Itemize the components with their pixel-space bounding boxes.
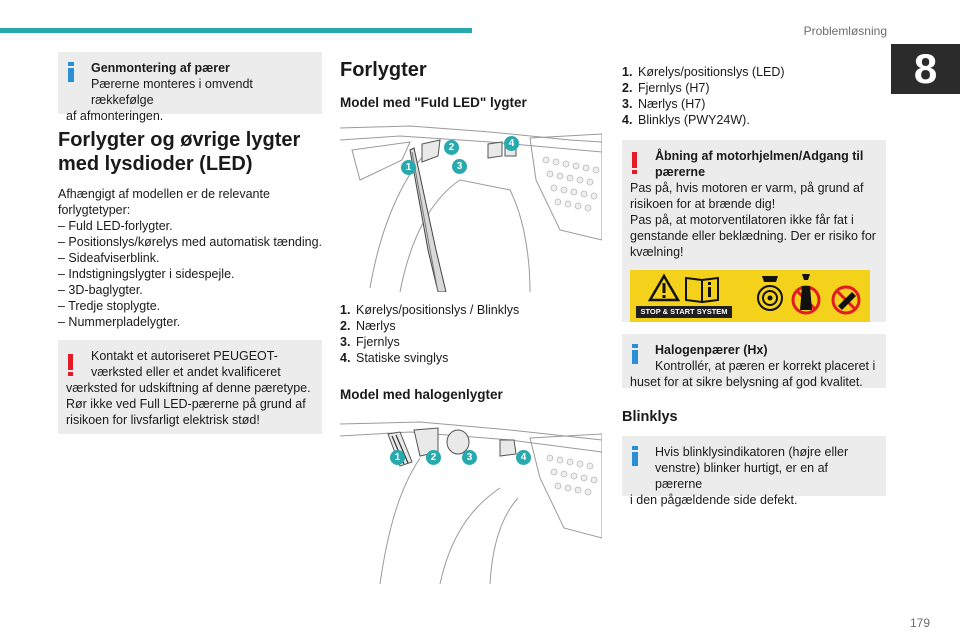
warning-text: Pas på, hvis motoren er varm, på grund af: [630, 181, 864, 195]
halogen-headlight-drawing: [340, 418, 602, 584]
info-icon: [631, 446, 639, 466]
legend-item: 2. Nærlys: [340, 319, 396, 333]
info-box-heading: Halogenpærer (Hx): [655, 343, 768, 357]
warning-box-led: [58, 340, 322, 434]
warning-box-bonnet: [622, 140, 886, 322]
legend-item: 4. Blinklys (PWY24W).: [622, 113, 750, 127]
subheading-full-led: Model med "Fuld LED" lygter: [340, 95, 527, 110]
warning-heading: Åbning af motorhjelmen/Adgang til: [655, 149, 864, 163]
warning-text: risikoen for at brænde dig!: [630, 197, 776, 211]
list-item: – 3D-baglygter.: [58, 283, 143, 297]
halogen-headlight-illustration: [340, 418, 602, 584]
full-led-headlight-drawing: [340, 120, 602, 292]
list-item: – Sideafviserblink.: [58, 251, 160, 265]
header-accent-bar: [0, 28, 472, 33]
full-led-legend: [340, 302, 602, 366]
warning-text: Rør ikke ved Full LED-pærerne på grund af: [66, 397, 306, 411]
info-box-text: i den pågældende side defekt.: [630, 493, 798, 507]
callout-2: 2: [444, 140, 459, 155]
legend-item: 1. Kørelys/positionslys / Blinklys: [340, 303, 520, 317]
info-box-text: Pærerne monteres i omvendt rækkefølge: [91, 77, 253, 107]
indicators-title: Blinklys: [622, 409, 678, 425]
callout-1: 1: [390, 450, 405, 465]
chapter-number: 8: [891, 44, 960, 94]
warning-text: Pas på, at motorventilatoren ikke får fat i: [630, 213, 854, 227]
info-box-remount: [58, 52, 322, 123]
column-2: [340, 52, 602, 584]
warning-text: værksted eller et andet kvalificeret: [91, 365, 281, 379]
safety-pictograms: [630, 270, 870, 322]
section-heading-led-line1: Forlygter og øvrige lygter: [58, 129, 301, 151]
info-box-halogen: [622, 334, 886, 388]
stop-start-system-label: STOP & START SYSTEM: [636, 306, 732, 318]
info-icon: [631, 344, 639, 364]
warning-icon: [68, 354, 74, 376]
column-1: [58, 52, 322, 434]
warning-text: genstande eller beklædning. Der er risiko for: [630, 229, 876, 243]
list-item: – Indstigningslygter i sidespejle.: [58, 267, 235, 281]
full-led-headlight-illustration: [340, 120, 602, 292]
callout-3: 3: [452, 159, 467, 174]
warning-heading: pærerne: [655, 165, 706, 179]
info-box-heading: Genmontering af pærer: [91, 61, 230, 75]
info-box-text: huset for at sikre belysning af god kvalitet.: [630, 375, 863, 389]
page-number: 179: [909, 616, 930, 630]
legend-item: 3. Nærlys (H7): [622, 97, 706, 111]
warning-icon: [632, 152, 638, 174]
manual-book-icon: [686, 278, 718, 302]
warning-text: kvælning!: [630, 245, 684, 259]
column-3: [622, 52, 886, 507]
led-intro: [58, 186, 322, 330]
callout-4: 4: [516, 450, 531, 465]
callout-4: 4: [504, 136, 519, 151]
list-item: – Tredje stoplygte.: [58, 299, 161, 313]
info-box-indicators: [622, 436, 886, 507]
warning-text: risikoen for livsfarligt elektrisk stød!: [66, 413, 260, 427]
section-title: Problemløsning: [803, 24, 887, 38]
list-item: – Nummerpladelygter.: [58, 315, 181, 329]
legend-item: 2. Fjernlys (H7): [622, 81, 710, 95]
legend-item: 4. Statiske svinglys: [340, 351, 449, 365]
info-box-text: Kontrollér, at pæren er korrekt placeret i: [655, 359, 876, 373]
list-item: – Fuld LED-forlygter.: [58, 219, 173, 233]
info-icon: [67, 62, 75, 82]
section-heading-led-line2: med lysdioder (LED): [58, 153, 253, 175]
legend-item: 1. Kørelys/positionslys (LED): [622, 65, 785, 79]
intro-line: forlygtetyper:: [58, 203, 131, 217]
warning-text: Kontakt et autoriseret PEUGEOT-: [91, 349, 278, 363]
callout-3: 3: [462, 450, 477, 465]
callout-1: 1: [401, 160, 416, 175]
halogen-legend: [622, 64, 886, 128]
subheading-halogen: Model med halogenlygter: [340, 387, 503, 402]
info-box-text-cont: af afmonteringen.: [66, 109, 164, 123]
info-box-text: venstre) blinker hurtigt, er en af pærerne: [655, 461, 828, 491]
legend-item: 3. Fjernlys: [340, 335, 400, 349]
callout-2: 2: [426, 450, 441, 465]
info-box-text: Hvis blinklysindikatoren (højre eller: [655, 445, 849, 459]
warning-text: værksted for udskiftning af denne pæretype.: [66, 381, 311, 395]
intro-line: Afhængigt af modellen er de relevante: [58, 187, 270, 201]
headlights-title: Forlygter: [340, 59, 427, 81]
list-item: – Positionslys/kørelys med automatisk tænding.: [58, 235, 322, 249]
